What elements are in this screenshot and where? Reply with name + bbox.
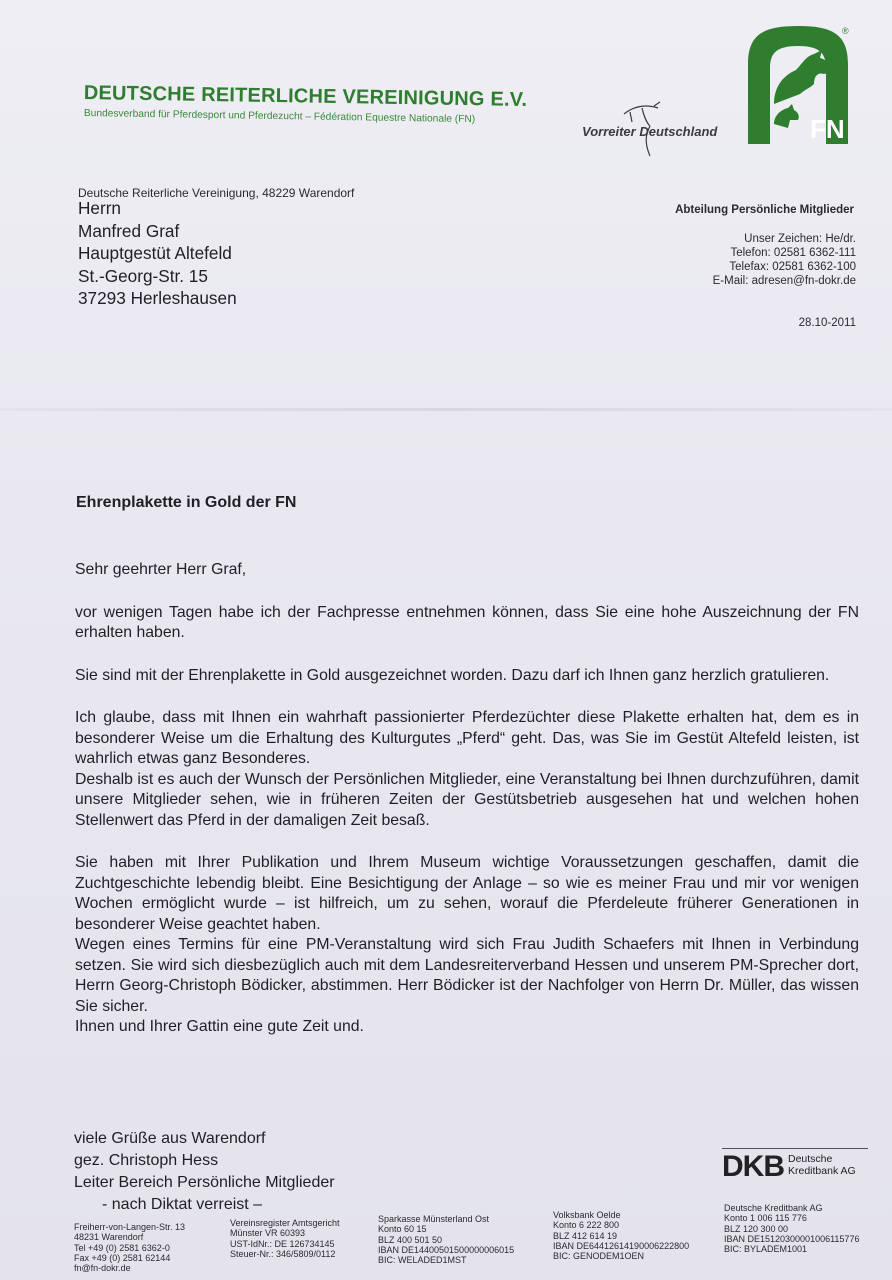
footer-line: Münster VR 60393 bbox=[230, 1228, 306, 1239]
recipient-line: St.-Georg-Str. 15 bbox=[78, 265, 208, 286]
dkb-name-line: Deutsche bbox=[788, 1153, 833, 1165]
signatory-title: Leiter Bereich Persönliche Mitglieder bbox=[74, 1174, 335, 1191]
footer-line: UST-IdNr.: DE 126734145 bbox=[230, 1238, 335, 1249]
recipient-line: Manfred Graf bbox=[78, 220, 180, 241]
salutation: Sehr geehrter Herr Graf, bbox=[75, 561, 247, 578]
body-paragraph: Wegen eines Termins für eine PM-Veranstaltung wird sich Frau Judith Schaefers mit Ihnen in Verbindung setzen. Sie wird sich diesbezüglich auch mit dem Landesreiterverband Hessen und unserem PM-Sprecher dort, Herrn Georg-Christoph Bödicker, abstimmen. Herr Bödicker ist der Nachfolger von Herrn Dr. Müller, das wissen Sie sicher. bbox=[75, 936, 859, 1015]
recipient-line: 37293 Herleshausen bbox=[78, 288, 237, 308]
footer-line: Deutsche Kreditbank AG bbox=[724, 1203, 823, 1213]
recipient-line: Hauptgestüt Altefeld bbox=[78, 243, 232, 263]
organization-name: DEUTSCHE REITERLICHE VEREINIGUNG E.V. bbox=[83, 82, 528, 111]
footer-bank-dkb bbox=[724, 1203, 859, 1254]
body-paragraph: vor wenigen Tagen habe ich der Fachpresse entnehmen können, dass Sie eine hohe Auszeichnung der FN erhalten haben. bbox=[75, 603, 859, 641]
slogan-text: Vorreiter Deutschland bbox=[582, 124, 718, 139]
footer-line: BLZ 400 501 50 bbox=[378, 1234, 443, 1245]
footer-line: Tel +49 (0) 2581 6362-0 bbox=[74, 1242, 170, 1253]
email-line: E-Mail: adresen@fn-dokr.de bbox=[712, 275, 856, 287]
letter-closing bbox=[74, 1128, 335, 1216]
footer-line: IBAN DE64412614190006222800 bbox=[553, 1240, 690, 1251]
footer-line: IBAN DE15120300001006115776 bbox=[724, 1233, 860, 1244]
fax-line: Telefax: 02581 6362-100 bbox=[729, 261, 856, 273]
footer-line: IBAN DE14400501500000006015 bbox=[378, 1244, 515, 1255]
signatory-line: gez. Christoph Hess bbox=[74, 1152, 219, 1169]
footer-line: fn@fn-dokr.de bbox=[74, 1263, 131, 1274]
organization-subtitle: Bundesverband für Pferdesport und Pferdezucht – Fédération Equestre Nationale (FN) bbox=[83, 108, 476, 126]
body-paragraph: Sie haben mit Ihrer Publikation und Ihrem Museum wichtige Voraussetzungen geschaffen, damit die Zuchtgeschichte lebendig bleibt. Eine Besichtigung der Anlage – so wie es meiner Frau und mir vor wenigen Wochen ermöglicht wurde – ist hilfreich, um zu sehen, worauf die Pferdeleute früherer Generationen in besonderer Weise geachtet haben. bbox=[75, 854, 859, 933]
fn-logo-text: FN bbox=[810, 114, 845, 144]
footer-line: Konto 60 15 bbox=[378, 1224, 427, 1235]
footer-line: Sparkasse Münsterland Ost bbox=[378, 1214, 490, 1224]
footer-line: Freiherr-von-Langen-Str. 13 bbox=[74, 1222, 186, 1232]
footer-line: Volksbank Oelde bbox=[553, 1210, 621, 1220]
footer-line: BIC: BYLADEM1001 bbox=[724, 1244, 808, 1255]
footer-line: BIC: GENODEM1OEN bbox=[553, 1251, 645, 1262]
footer-line: Fax +49 (0) 2581 62144 bbox=[74, 1252, 171, 1263]
vorreiter-slogan bbox=[580, 100, 730, 160]
sender-return-address: Deutsche Reiterliche Vereinigung, 48229 Warendorf bbox=[78, 186, 355, 200]
body-paragraph: Ich glaube, dass mit Ihnen ein wahrhaft passionierter Pferdezüchter diese Plakette erhalten hat, dem es in besonderer Weise um die Erhaltung des Kulturgutes „Pferd“ geht. Das, was Sie im Gestüt Altefeld leisten, ist wahrlich etwas ganz Besonderes. bbox=[75, 709, 859, 767]
recipient-line: Herrn bbox=[78, 198, 121, 218]
recipient-address bbox=[78, 197, 237, 310]
body-paragraph: Sie sind mit der Ehrenplakette in Gold ausgezeichnet worden. Dazu darf ich Ihnen ganz herzlich gratulieren. bbox=[75, 666, 830, 684]
department-name: Abteilung Persönliche Mitglieder bbox=[675, 204, 854, 216]
footer-register bbox=[230, 1218, 340, 1259]
footer-bank-volksbank bbox=[553, 1210, 689, 1261]
dkb-logo-name bbox=[788, 1154, 856, 1177]
footer-line: 48231 Warendorf bbox=[74, 1232, 144, 1243]
letter-body bbox=[75, 560, 859, 1038]
body-paragraph: Ihnen und Ihrer Gattin eine gute Zeit und. bbox=[75, 1018, 364, 1035]
footer-address bbox=[74, 1222, 185, 1273]
phone-line: Telefon: 02581 6362-111 bbox=[730, 247, 856, 259]
paper-fold-line bbox=[0, 408, 892, 411]
footer-line: BIC: WELADED1MST bbox=[378, 1255, 467, 1266]
footer-line: BLZ 120 300 00 bbox=[724, 1223, 789, 1234]
dictation-note: - nach Diktat verreist – bbox=[102, 1196, 263, 1213]
reference-line: Unser Zeichen: He/dr. bbox=[744, 233, 856, 245]
fn-horse-logo bbox=[744, 24, 852, 148]
footer-line: Konto 6 222 800 bbox=[553, 1220, 620, 1231]
dkb-bank-logo bbox=[722, 1148, 868, 1186]
body-paragraph: Deshalb ist es auch der Wunsch der Persönlichen Mitglieder, eine Veranstaltung bei Ihnen durchzuführen, damit unsere Mitglieder sehen, wie in früheren Zeiten der Gestütsbetrieb ausgesehen hat und welchen hohen Stellenwert das Pferd in der damaligen Zeit besaß. bbox=[75, 770, 859, 829]
footer-bank-sparkasse bbox=[378, 1214, 514, 1265]
closing-line: viele Grüße aus Warendorf bbox=[74, 1130, 266, 1147]
footer-line: Steuer-Nr.: 346/5809/0112 bbox=[230, 1248, 336, 1259]
dkb-name-line: Kreditbank AG bbox=[788, 1164, 856, 1177]
footer-line: Konto 1 006 115 776 bbox=[724, 1213, 807, 1224]
footer-line: Vereinsregister Amtsgericht bbox=[230, 1218, 340, 1228]
contact-details bbox=[713, 232, 856, 288]
dkb-logo-rule bbox=[722, 1148, 868, 1149]
dkb-logo-mark: DKB bbox=[722, 1150, 784, 1183]
footer-line: BLZ 412 614 19 bbox=[553, 1230, 618, 1241]
letter-subject: Ehrenplakette in Gold der FN bbox=[76, 494, 297, 511]
letter-date: 28.10-2011 bbox=[798, 317, 856, 329]
registered-mark: ® bbox=[842, 26, 849, 36]
